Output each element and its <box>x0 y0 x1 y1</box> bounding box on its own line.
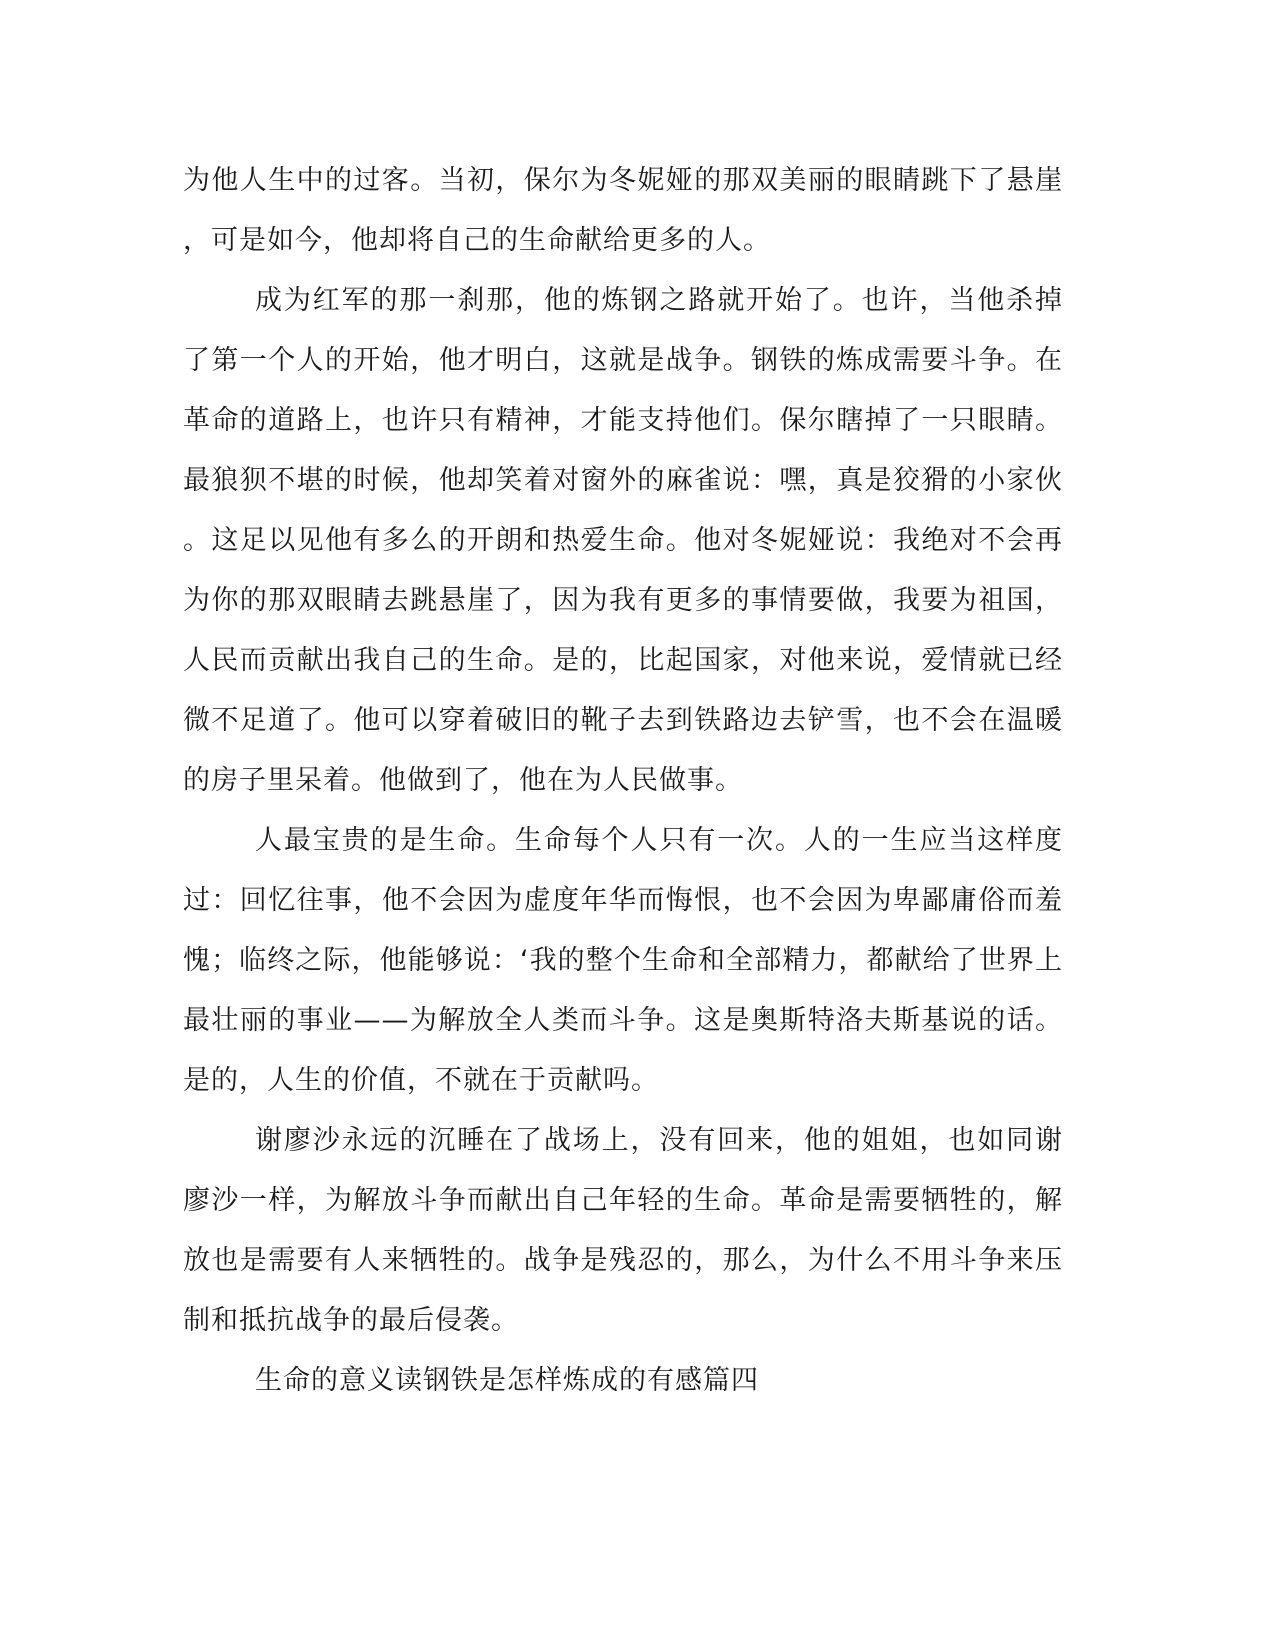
paragraph: 人最宝贵的是生命。生命每个人只有一次。人的一生应当这样度过：回忆往事，他不会因为虚度年华而悔恨，也不会因为卑鄙庸俗而羞愧；临终之际，他能够说：‘我的整个生命和全部精力，都献给了世界上最壮丽的事业——为解放全人类而斗争。这是奥斯特洛夫斯基说的话。是的，人生的价值，不就在于贡献吗。 <box>183 825 1063 1096</box>
paragraph: 为他人生中的过客。当初，保尔为冬妮娅的那双美丽的眼睛跳下了悬崖，可是如今，他却将自己的生命献给更多的人。 <box>183 165 1063 256</box>
paragraph: 谢廖沙永远的沉睡在了战场上，没有回来，他的姐姐，也如同谢廖沙一样，为解放斗争而献出自己年轻的生命。革命是需要牺牲的，解放也是需要有人来牺牲的。战争是残忍的，那么，为什么不用斗争来压制和抵抗战争的最后侵袭。 <box>183 1125 1063 1336</box>
body-text <box>183 151 1063 1411</box>
section-heading: 生命的意义读钢铁是怎样炼成的有感篇四 <box>255 1365 759 1396</box>
paragraph: 成为红军的那一刹那，他的炼钢之路就开始了。也许，当他杀掉了第一个人的开始，他才明白，这就是战争。钢铁的炼成需要斗争。在革命的道路上，也许只有精神，才能支持他们。保尔瞎掉了一只眼睛。最狼狈不堪的时候，他却笑着对窗外的麻雀说：嘿，真是狡猾的小家伙。这足以见他有多么的开朗和热爱生命。他对冬妮娅说：我绝对不会再为你的那双眼睛去跳悬崖了，因为我有更多的事情要做，我要为祖国，人民而贡献出我自己的生命。是的，比起国家，对他来说，爱情就已经微不足道了。他可以穿着破旧的靴子去到铁路边去铲雪，也不会在温暖的房子里呆着。他做到了，他在为人民做事。 <box>183 285 1063 796</box>
